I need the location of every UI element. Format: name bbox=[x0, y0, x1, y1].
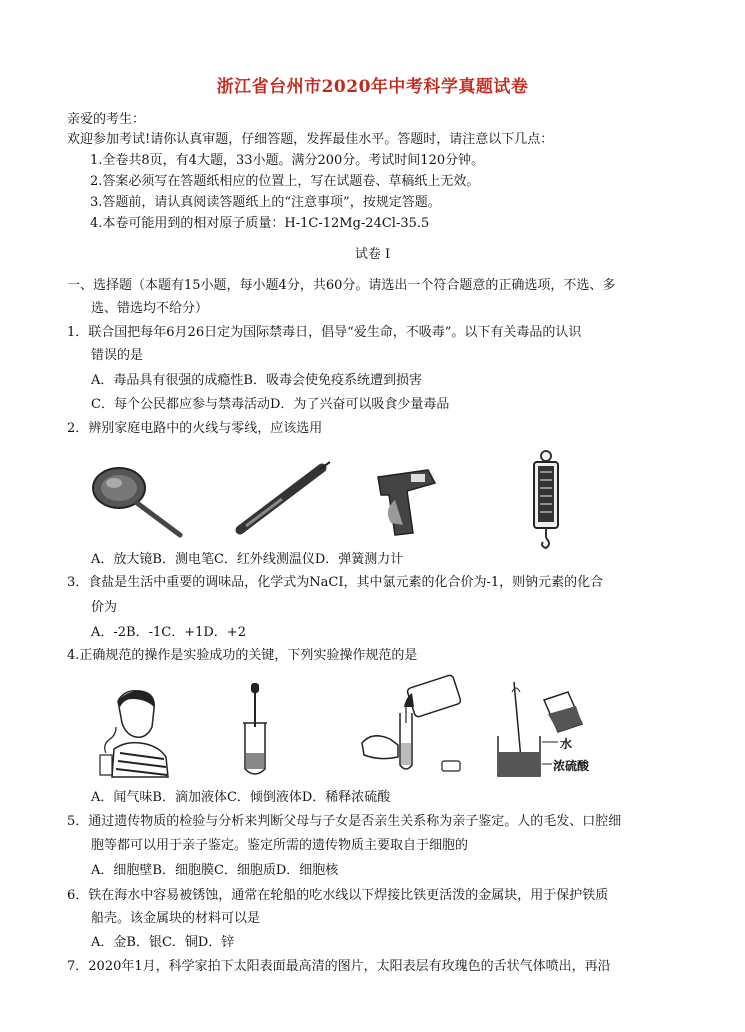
greeting: 亲爱的考生： bbox=[67, 112, 146, 127]
part1-heading-line2: 选、错选均不给分） bbox=[91, 301, 209, 316]
part1-heading-line1: 一、选择题（本题有15小题，每小题4分，共60分。请选出一个符合题意的正确选项，不选、多 bbox=[67, 278, 616, 293]
q4-options: A．闻气味B．滴加液体C．倾倒液体D．稀释浓硫酸 bbox=[91, 790, 391, 805]
acid-label: 浓硫酸 bbox=[553, 759, 590, 773]
intro-text: 欢迎参加考试!请你认真审题，仔细答题，发挥最佳水平。答题时，请注意以下几点： bbox=[67, 132, 554, 147]
section-title: 试卷 I bbox=[354, 247, 391, 262]
note-2: 2.答案必须写在答题纸相应的位置上，写在试题卷、草稿纸上无效。 bbox=[90, 174, 480, 189]
pour-liquid-figure bbox=[350, 673, 465, 778]
magnifier-figure bbox=[92, 465, 187, 540]
q1-stem-line2: 错误的是 bbox=[91, 348, 144, 363]
q5-options: A．细胞壁B．细胞膜C．细胞质D．细胞核 bbox=[91, 863, 339, 878]
note-4: 4.本卷可能用到的相对原子质量：H-1C-12Mg-24Cl-35.5 bbox=[90, 216, 430, 231]
q4-stem: 4.正确规范的操作是实验成功的关键，下列实验操作规范的是 bbox=[67, 648, 418, 663]
smell-gas-figure bbox=[96, 687, 171, 777]
q1-options-line2: C．每个公民都应参与禁毒活动D．为了兴奋可以吸食少量毒品 bbox=[91, 397, 450, 412]
note-3: 3.答题前，请认真阅读答题纸上的“注意事项”，按规定答题。 bbox=[90, 195, 441, 210]
test-pen-figure bbox=[232, 460, 332, 535]
spring-scale-figure bbox=[526, 450, 566, 550]
note-1: 1.全卷共8页，有4大题，33小题。满分200分。考试时间120分钟。 bbox=[90, 153, 485, 168]
q2-stem: 2．辨别家庭电路中的火线与零线，应该选用 bbox=[67, 421, 323, 436]
q3-options: A．-2B．-1C．+1D．+2 bbox=[91, 625, 246, 640]
q1-stem-line1: 1．联合国把每年6月26日定为国际禁毒日，倡导“爱生命，不吸毒”。以下有关毒品的认识 bbox=[67, 325, 582, 340]
drop-liquid-figure bbox=[240, 683, 270, 778]
q5-stem-line2: 胞等都可以用于亲子鉴定。鉴定所需的遗传物质主要取自于细胞的 bbox=[91, 838, 469, 853]
q5-stem-line1: 5．通过遗传物质的检验与分析来判断父母与子女是否亲生关系称为亲子鉴定。人的毛发、口腔细 bbox=[67, 814, 622, 829]
water-label: 水 bbox=[560, 737, 573, 751]
q6-options: A．金B．银C．铜D．锌 bbox=[91, 935, 235, 950]
page-title: 浙江省台州市2020年中考科学真题试卷 bbox=[216, 77, 529, 97]
q6-stem-line1: 6．铁在海水中容易被锈蚀，通常在轮船的吃水线以下焊接比铁更活泼的金属块，用于保护铁质 bbox=[67, 888, 609, 903]
q3-stem-line2: 价为 bbox=[91, 600, 118, 615]
q3-stem-line1: 3．食盐是生活中重要的调味品，化学式为NaCI，其中氯元素的化合价为-1，则钠元素的化合 bbox=[67, 575, 604, 590]
q6-stem-line2: 船壳。该金属块的材料可以是 bbox=[91, 911, 261, 926]
q1-options-line1: A．毒品具有很强的成瘾性B．吸毒会使免疫系统遭到损害 bbox=[91, 373, 422, 388]
infrared-thermometer-figure bbox=[373, 465, 443, 540]
q7-stem-line1: 7．2020年1月，科学家拍下太阳表面最高清的图片，太阳表层有玫瑰色的舌状气体喷出，再沿 bbox=[67, 959, 611, 974]
q2-options: A．放大镜B．测电笔C．红外线测温仪D．弹簧测力计 bbox=[91, 552, 404, 567]
